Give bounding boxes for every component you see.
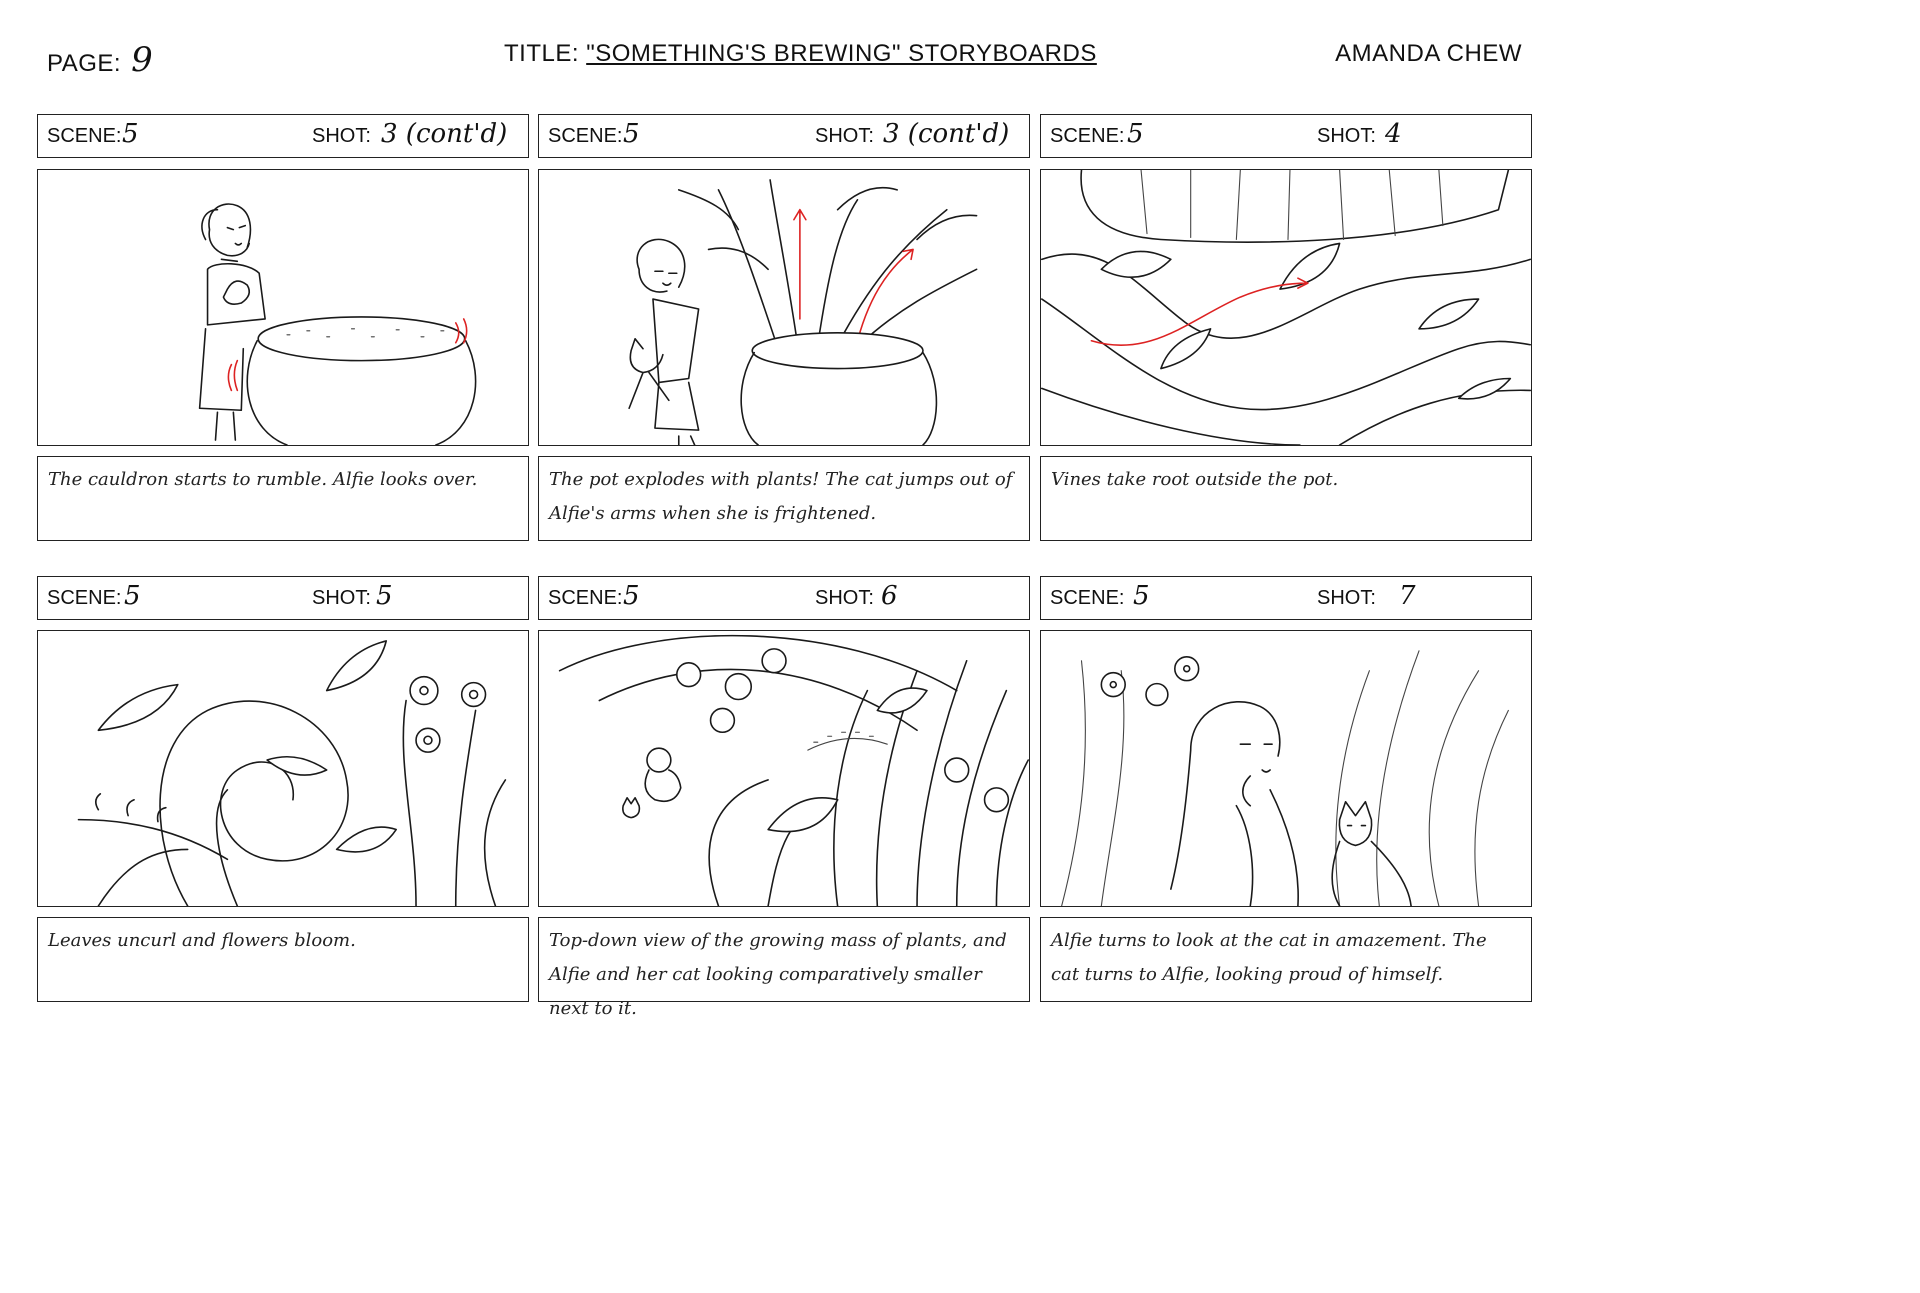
panel-1-caption-box (37, 456, 529, 541)
panel-1-sketch (37, 169, 529, 446)
shot-label: SHOT: (312, 587, 371, 609)
panel-4-header (37, 576, 529, 620)
shot-number: 5 (376, 581, 393, 611)
shot-number: 3 (cont'd) (883, 119, 1010, 149)
panel-caption: The cauldron starts to rumble. Alfie looks over. (48, 469, 478, 490)
panel-5-sketch (538, 630, 1030, 907)
scene-label: SCENE: (1050, 125, 1125, 147)
page-label: PAGE: (47, 50, 122, 77)
shot-number: 7 (1399, 581, 1416, 611)
panel-2-caption-box (538, 456, 1030, 541)
scene-label: SCENE: (47, 125, 122, 147)
panel-5-caption-box (538, 917, 1030, 1019)
panel-4-sketch (37, 630, 529, 907)
shot-number: 4 (1385, 119, 1402, 149)
shot-label: SHOT: (1317, 587, 1376, 609)
vines-take-root-sketch (1041, 170, 1531, 445)
scene-label: SCENE: (548, 587, 623, 609)
title-label: TITLE: (504, 40, 580, 67)
pot-explodes-sketch (539, 170, 1029, 445)
panel-6-sketch (1040, 630, 1532, 907)
panel-caption: Leaves uncurl and flowers bloom. (48, 930, 356, 951)
scene-label: SCENE: (548, 125, 623, 147)
scene-number: 5 (1127, 119, 1144, 149)
scene-number: 5 (124, 581, 141, 611)
panel-caption: Alfie turns to look at the cat in amazement. The cat turns to Alfie, looking proud of himself. (1051, 930, 1487, 985)
title-text: "SOMETHING'S BREWING" STORYBOARDS (586, 40, 1097, 67)
shot-label: SHOT: (1317, 125, 1376, 147)
shot-label: SHOT: (815, 587, 874, 609)
scene-number: 5 (1133, 581, 1150, 611)
storyboard-title (504, 40, 1097, 68)
scene-number: 5 (623, 119, 640, 149)
panel-2-header (538, 114, 1030, 158)
panel-3-header (1040, 114, 1532, 158)
page-number-label (47, 40, 153, 80)
panel-3-caption-box (1040, 456, 1532, 541)
panel-3-sketch (1040, 169, 1532, 446)
scene-number: 5 (122, 119, 139, 149)
panel-4-caption-box (37, 917, 529, 1002)
panel-caption: Vines take root outside the pot. (1051, 469, 1339, 490)
shot-label: SHOT: (312, 125, 371, 147)
panel-caption: The pot explodes with plants! The cat jumps out of Alfie's arms when she is frightened. (549, 469, 1013, 524)
shot-number: 3 (cont'd) (381, 119, 508, 149)
shot-number: 6 (881, 581, 898, 611)
shot-label: SHOT: (815, 125, 874, 147)
panel-6-header (1040, 576, 1532, 620)
panel-1-header (37, 114, 529, 158)
scene-label: SCENE: (1050, 587, 1125, 609)
panel-2-sketch (538, 169, 1030, 446)
panel-caption: Top-down view of the growing mass of plants, and Alfie and her cat looking comparatively smaller next to it. (549, 930, 1007, 1019)
author-name: AMANDA CHEW (1335, 40, 1522, 67)
alfie-and-cat-sketch (1041, 631, 1531, 906)
panel-6-caption-box (1040, 917, 1532, 1002)
page-number: 9 (131, 40, 154, 80)
panel-5-header (538, 576, 1030, 620)
top-down-plants-sketch (539, 631, 1029, 906)
scene-number: 5 (623, 581, 640, 611)
cauldron-rumble-sketch (38, 170, 528, 445)
scene-label: SCENE: (47, 587, 122, 609)
leaves-uncurl-sketch (38, 631, 528, 906)
